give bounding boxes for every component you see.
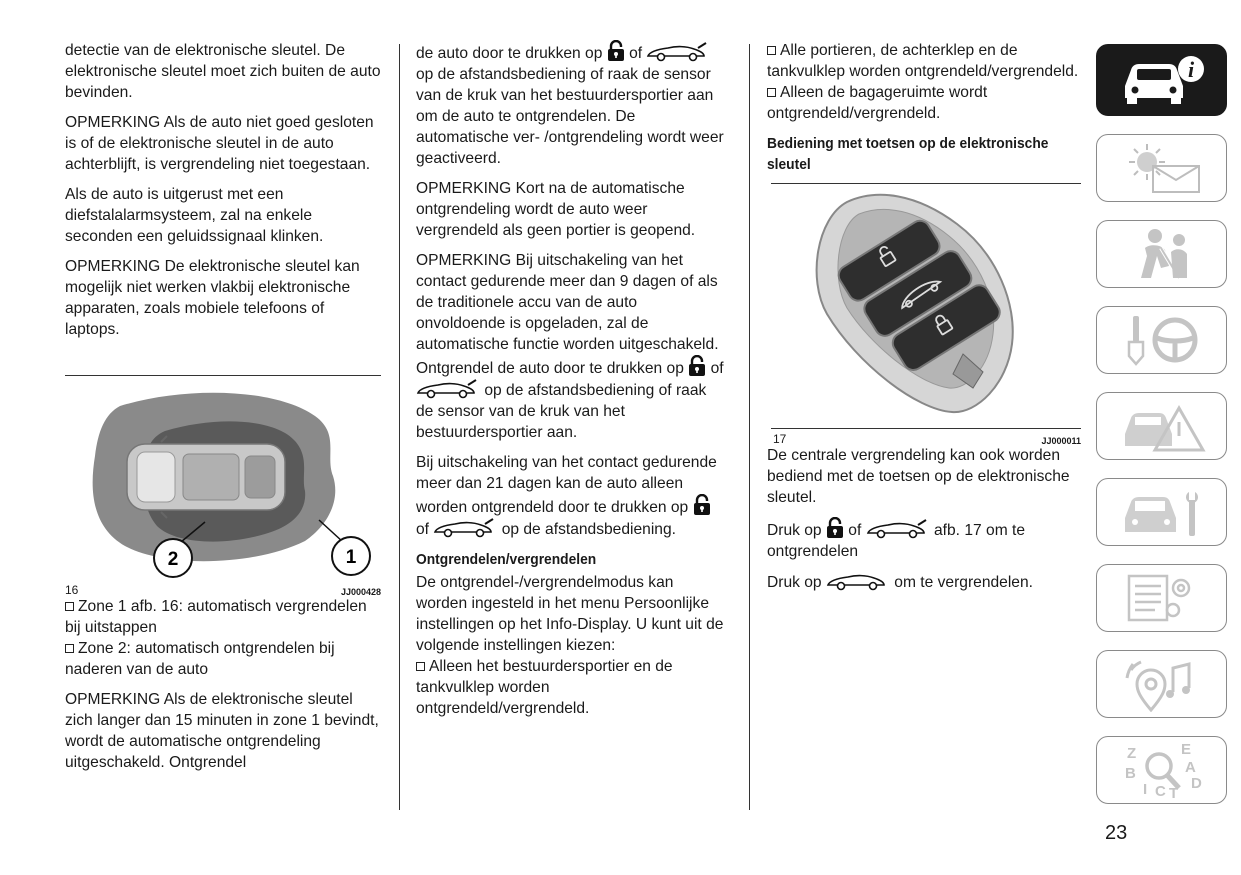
car-tailgate-icon bbox=[416, 379, 480, 399]
technical-data-icon bbox=[1117, 570, 1207, 626]
car-tailgate-icon bbox=[866, 519, 930, 539]
checkbox-square-icon bbox=[416, 662, 425, 671]
bullet-item: Zone 1 afb. 16: automatisch vergrendelen bij uitstappen bbox=[65, 598, 367, 636]
svg-text:A: A bbox=[1184, 759, 1196, 776]
tab-emergency[interactable] bbox=[1096, 392, 1227, 460]
column-3 bbox=[767, 40, 1079, 602]
paragraph: detectie van de elektronische sleutel. De elektronische sleutel moet zich buiten de auto bevinden. bbox=[65, 42, 381, 101]
tab-safety[interactable] bbox=[1096, 220, 1227, 288]
tab-maintenance[interactable] bbox=[1096, 478, 1227, 546]
unlock-icon bbox=[607, 40, 625, 62]
column-1 bbox=[65, 40, 381, 782]
paragraph: de auto door te drukken op of op de afstandsbediening of raak de sensor van de kruk van het bestuurdersportier aan om de auto te ontgrendelen. De automatische ver- /ontgrendeling wordt weer geactiveerd. bbox=[416, 40, 726, 169]
callout-label-1: 1 bbox=[345, 547, 357, 568]
figure-caption bbox=[771, 429, 1081, 445]
paragraph: Druk op om te vergrendelen. bbox=[767, 571, 1079, 593]
note-paragraph: OPMERKING Als de elektronische sleutel zich langer dan 15 minuten in zone 1 bevindt, wordt de automatische ontgrendeling uitgeschakeld. Ontgrendel bbox=[65, 691, 379, 771]
emergency-icon bbox=[1117, 398, 1207, 454]
svg-text:I: I bbox=[1142, 781, 1147, 798]
maintenance-icon bbox=[1117, 484, 1207, 540]
car-tailgate-icon bbox=[646, 42, 710, 62]
tab-technical-data[interactable] bbox=[1096, 564, 1227, 632]
section-heading: Ontgrendelen/vergrendelen bbox=[416, 551, 597, 568]
figure-number: 17 bbox=[773, 432, 787, 446]
page-number: 23 bbox=[1105, 822, 1128, 844]
safety-icon bbox=[1117, 226, 1207, 282]
callout-label-2: 2 bbox=[167, 549, 179, 570]
paragraph: Bij uitschakeling van het contact gedurende meer dan 21 dagen kan de auto alleen worden ontgrendeld door te drukken op of op de afstandsbediening. bbox=[416, 454, 717, 538]
note-paragraph: OPMERKING Kort na de automatische ontgrendeling wordt de auto weer vergrendeld als geen portier is geopend. bbox=[416, 180, 696, 239]
figure-number: 16 bbox=[65, 583, 79, 597]
svg-text:B: B bbox=[1124, 765, 1136, 782]
chapter-tabs bbox=[1096, 44, 1228, 822]
column-divider bbox=[399, 44, 400, 810]
svg-text:C: C bbox=[1154, 783, 1166, 798]
note-paragraph: OPMERKING Als de auto niet goed gesloten is of de elektronische sleutel in de auto achterblijft, is vergrendeling niet toegestaan. bbox=[65, 114, 374, 173]
figure-code: JJ000428 bbox=[340, 587, 381, 597]
unlock-icon bbox=[688, 355, 706, 377]
bullet-item: Alle portieren, de achterklep en de tankvulklep worden ontgrendeld/vergrendeld. bbox=[767, 42, 1079, 80]
note-paragraph: OPMERKING Bij uitschakeling van het contact gedurende meer dan 9 dagen of als de traditionele accu van de auto onvoldoende is opgeladen, zal de automatische functie worden uitgeschakeld. Ontgrendel de auto door te drukken op of op de afstandsbediening of raak de sensor van de kruk van het bestuurdersportier aan. bbox=[416, 252, 724, 441]
unlock-icon bbox=[826, 517, 844, 539]
svg-text:Z: Z bbox=[1126, 745, 1136, 762]
car-tailgate-icon bbox=[433, 518, 497, 538]
checkbox-square-icon bbox=[767, 46, 776, 55]
svg-text:i: i bbox=[1187, 57, 1194, 82]
figure-17 bbox=[767, 184, 1079, 428]
tab-starting-driving[interactable] bbox=[1096, 306, 1227, 374]
car-info-icon bbox=[1117, 52, 1207, 108]
section-heading: Bediening met toetsen op de elektronische sleutel bbox=[767, 135, 1049, 173]
tab-warning-lights[interactable] bbox=[1096, 134, 1227, 202]
figure-caption bbox=[65, 580, 381, 596]
svg-text:T: T bbox=[1168, 785, 1178, 798]
column-2 bbox=[416, 40, 726, 728]
multimedia-icon bbox=[1117, 656, 1207, 712]
tab-index[interactable] bbox=[1096, 736, 1227, 804]
proximity-zones-illustration bbox=[65, 376, 381, 580]
note-paragraph: OPMERKING De elektronische sleutel kan mogelijk niet werken vlakbij elektronische apparaten, zoals mobiele telefoons of laptops. bbox=[65, 258, 360, 338]
svg-text:D: D bbox=[1190, 775, 1202, 792]
unlock-icon bbox=[693, 494, 711, 516]
tab-multimedia[interactable] bbox=[1096, 650, 1227, 718]
electronic-key-illustration bbox=[767, 184, 1079, 428]
paragraph: De ontgrendel-/vergrendelmodus kan worden ingesteld in het menu Persoonlijke instellingen op het Info-Display. U kunt uit de volgende instellingen kiezen: bbox=[416, 574, 724, 654]
paragraph: Als de auto is uitgerust met een diefstalalarmsysteem, zal na enkele seconden een geluidssignaal klinken. bbox=[65, 186, 324, 245]
checkbox-square-icon bbox=[767, 88, 776, 97]
paragraph: Druk op of afb. 17 om te ontgrendelen bbox=[767, 517, 1079, 562]
tab-car-info[interactable] bbox=[1096, 44, 1227, 116]
car-top-view bbox=[127, 436, 285, 518]
checkbox-square-icon bbox=[65, 602, 74, 611]
svg-text:E: E bbox=[1180, 742, 1191, 758]
index-icon bbox=[1117, 742, 1207, 798]
column-divider bbox=[749, 44, 750, 810]
starting-driving-icon bbox=[1117, 312, 1207, 368]
figure-code: JJ000011 bbox=[1041, 436, 1081, 446]
figure-16 bbox=[65, 376, 381, 580]
bullet-item: Alleen de bagageruimte wordt ontgrendeld/vergrendeld. bbox=[767, 84, 988, 122]
bullet-item: Alleen het bestuurdersportier en de tankvulklep worden ontgrendeld/vergrendeld. bbox=[416, 658, 673, 717]
warning-lights-icon bbox=[1117, 140, 1207, 196]
paragraph: De centrale vergrendeling kan ook worden bediend met de toetsen op de elektronische sleutel. bbox=[767, 447, 1070, 506]
checkbox-square-icon bbox=[65, 644, 74, 653]
car-lock-icon bbox=[826, 571, 890, 591]
bullet-item: Zone 2: automatisch ontgrendelen bij naderen van de auto bbox=[65, 640, 335, 678]
